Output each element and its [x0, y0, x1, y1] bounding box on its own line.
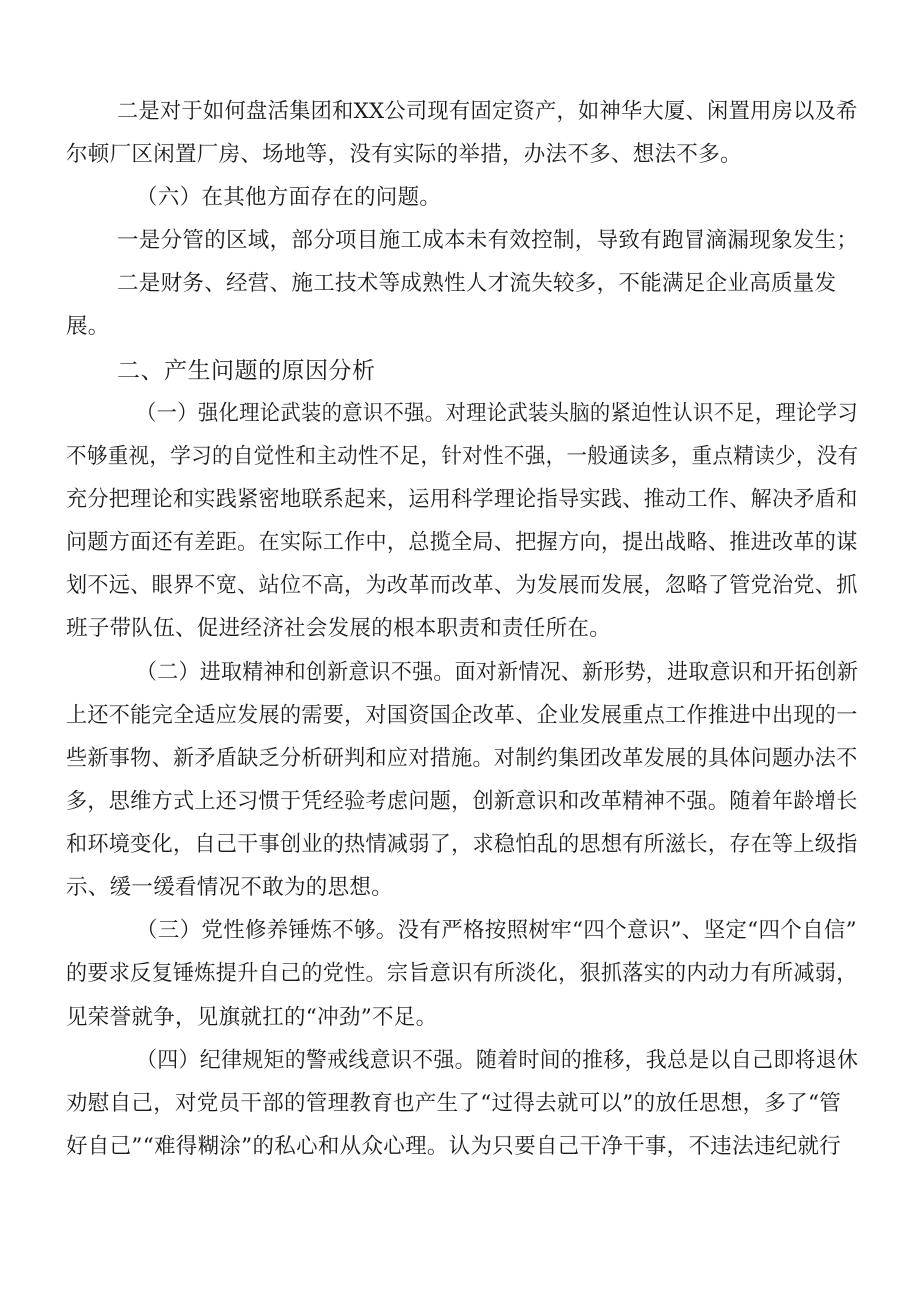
paragraph-line: （一）强化理论武装的意识不强。对理论武装头脑的紧迫性认识不足，理论学习 — [136, 401, 859, 426]
paragraph-line: 见荣誉就争，见旗就扛的“冲劲”不足。 — [66, 1005, 438, 1030]
paragraph-line: 不够重视，学习的自觉性和主动性不足，针对性不强，一般通读多，重点精读少，没有 — [66, 444, 859, 469]
paragraph-line: 二是对于如何盘活集团和XX公司现有固定资产，如神华大厦、闲置用房以及希 — [117, 99, 858, 124]
paragraph-line: 示、缓一缓看情况不敢为的思想。 — [66, 875, 394, 900]
paragraph-line: 上还不能完全适应发展的需要，对国资国企改革、企业发展重点工作推进中出现的一 — [66, 703, 858, 728]
paragraph-line: （二）进取精神和创新意识不强。面对新情况、新形势，进取意识和开拓创新 — [136, 660, 859, 685]
paragraph-line: 划不远、眼界不宽、站位不高，为改革而改革、为发展而发展，忽略了管党治党、抓 — [66, 573, 858, 598]
paragraph-line: 尔顿厂区闲置厂房、场地等，没有实际的举措，办法不多、想法不多。 — [66, 142, 742, 167]
paragraph-line: 的要求反复锤炼提升自己的党性。宗旨意识有所淡化，狠抓落实的内动力有所减弱， — [66, 961, 858, 986]
paragraph-line: 问题方面还有差距。在实际工作中，总揽全局、把握方向，提出战略、推进改革的谋 — [66, 530, 858, 555]
paragraph-line: 班子带队伍、促进经济社会发展的根本职责和责任所在。 — [66, 616, 612, 641]
paragraph-line: 展。 — [66, 314, 110, 339]
paragraph-line: 和环境变化，自己干事创业的热情减弱了，求稳怕乱的思想有所滋长，存在等上级指 — [66, 832, 858, 857]
paragraph-line: 充分把理论和实践紧密地联系起来，运用科学理论指导实践、推动工作、解决矛盾和 — [66, 487, 858, 512]
paragraph-line: 劝慰自己，对党员干部的管理教育也产生了“过得去就可以”的放任思想，多了“管 — [66, 1091, 842, 1116]
paragraph-line: 多，思维方式上还习惯于凭经验考虑问题，创新意识和改革精神不强。随着年龄增长 — [66, 789, 858, 814]
paragraph-line: （六）在其他方面存在的问题。 — [136, 185, 442, 210]
paragraph-line: 些新事物、新矛盾缺乏分析研判和应对措施。对制约集团改革发展的具体问题办法不 — [66, 746, 858, 771]
section-heading: 二、产生问题的原因分析 — [117, 358, 376, 384]
paragraph-line: 二是财务、经营、施工技术等成熟性人才流失较多，不能满足企业高质量发 — [117, 271, 837, 296]
paragraph-line: （三）党性修养锤炼不够。没有严格按照树牢“四个意识”、坚定“四个自信” — [136, 918, 857, 943]
paragraph-line: 一是分管的区域，部分项目施工成本未有效控制，导致有跑冒滴漏现象发生； — [117, 228, 859, 253]
paragraph-line: （四）纪律规矩的警戒线意识不强。随着时间的推移，我总是以自己即将退休 — [136, 1048, 859, 1073]
paragraph-line: 好自己”“难得糊涂”的私心和从众心理。认为只要自己干净干事，不违法违纪就行 — [66, 1134, 842, 1159]
